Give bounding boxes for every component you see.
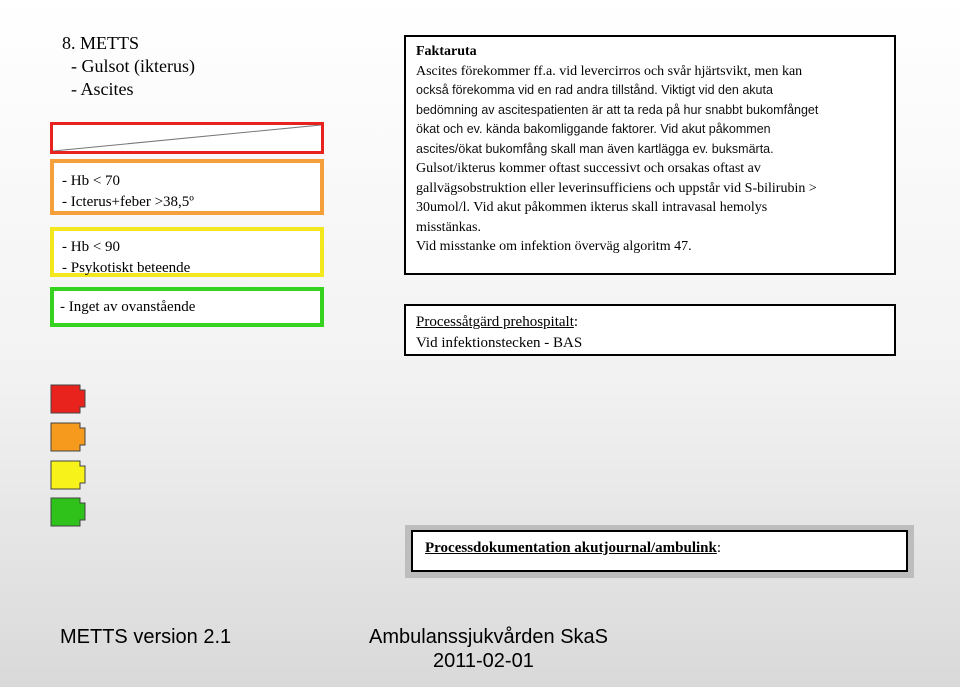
orange-criterion-1: - Hb < 70	[62, 173, 121, 189]
process-action-heading	[416, 312, 894, 333]
fact-line: Vid misstanke om infektion överväg algoritm 47.	[416, 239, 692, 254]
orange-criterion-2: - Icterus+feber >38,5º	[62, 194, 194, 210]
yellow-criterion-1: - Hb < 90	[62, 239, 121, 255]
fact-line: 30umol/l. Vid akut påkommen ikterus skall intravasal hemolys	[416, 200, 768, 215]
green-tag-icon	[50, 497, 90, 527]
footer-organization: Ambulanssjukvården SkaS	[369, 626, 609, 648]
strike-line	[53, 125, 321, 151]
priority-green-box	[50, 287, 324, 327]
documentation-box	[411, 530, 908, 572]
priority-orange-box	[50, 159, 324, 215]
red-tag-icon	[50, 384, 90, 414]
fact-line: också förekomma vid en rad andra tillstånd. Viktigt vid den akuta	[416, 83, 773, 97]
yellow-tag-icon	[50, 460, 90, 490]
page-title	[62, 32, 195, 101]
fact-line: ökat och ev. kända bakomliggande faktorer. Vid akut påkommen	[416, 122, 771, 136]
fact-line: bedömning av ascitespatienten är att ta reda på hur snabbt bukomfånget	[416, 102, 819, 117]
green-criterion-1: - Inget av ovanstående	[60, 299, 196, 315]
documentation-colon: :	[716, 540, 722, 556]
fact-line: Ascites förekommer ff.a. vid levercirros och svår hjärtsvikt, men kan	[416, 63, 803, 79]
documentation-label: Processdokumentation akutjournal/ambulink	[425, 540, 717, 556]
priority-yellow-box	[50, 227, 324, 277]
title-line-2: - Gulsot (ikterus)	[62, 56, 195, 76]
priority-red-box	[50, 122, 324, 154]
fact-box-heading: Faktaruta	[416, 44, 477, 59]
fact-line: ascites/ökat bukomfång skall man även kartlägga ev. buksmärta.	[416, 141, 774, 156]
footer-date: 2011-02-01	[433, 650, 534, 672]
process-action-box	[404, 304, 896, 356]
fact-line: gallvägsobstruktion eller leverinsufficiens och uppstår vid S-bilirubin >	[416, 180, 817, 196]
fact-line: misstänkas.	[416, 219, 481, 235]
process-action-text: Vid infektionstecken - BAS	[416, 335, 583, 351]
fact-line: Gulsot/ikterus kommer oftast successivt och orsakas oftast av	[416, 161, 761, 176]
footer-version: METTS version 2.1	[60, 626, 232, 648]
yellow-criterion-2: - Psykotiskt beteende	[62, 260, 191, 276]
fact-box	[404, 35, 896, 275]
title-line-3: - Ascites	[62, 79, 134, 99]
orange-tag-icon	[50, 422, 90, 452]
process-action-colon: :	[573, 314, 579, 330]
process-action-label: Processåtgärd prehospitalt	[416, 314, 574, 330]
title-line-1: 8. METTS	[62, 33, 140, 53]
